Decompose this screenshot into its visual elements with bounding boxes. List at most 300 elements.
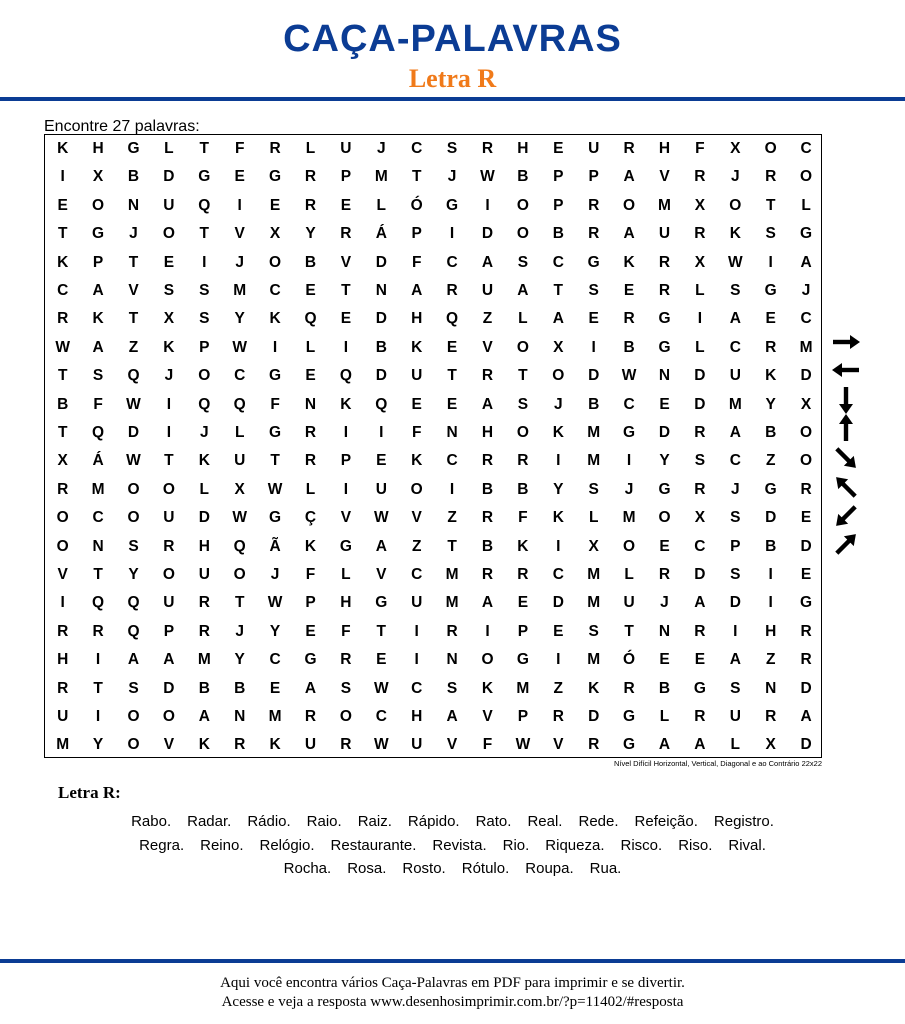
grid-cell: W	[373, 736, 389, 754]
grid-cell: G	[800, 594, 813, 612]
grid-cell: D	[375, 253, 387, 271]
word-item: Rede.	[578, 813, 619, 830]
difficulty-note: Nível Difícil Horizontal, Vertical, Diagonal e ao Contrário 22x22	[613, 759, 822, 768]
grid-cell: X	[269, 225, 281, 243]
grid-cell: O	[269, 253, 282, 271]
grid-cell: A	[304, 679, 317, 697]
grid-cell: G	[693, 679, 706, 697]
grid-cell: R	[304, 452, 317, 470]
grid-cell: V	[659, 168, 670, 186]
grid-cell: I	[768, 566, 773, 583]
grid-cell: L	[624, 566, 634, 583]
grid-cell: Y	[765, 395, 776, 413]
grid-cell: A	[481, 594, 494, 612]
grid-cell: A	[800, 708, 812, 725]
grid-cell: I	[60, 594, 65, 612]
grid-cell: G	[339, 537, 352, 555]
grid-cell: J	[270, 566, 280, 583]
grid-cell: R	[694, 225, 706, 243]
grid-cell: G	[269, 367, 282, 385]
grid-cell: E	[340, 196, 352, 214]
grid-cell: U	[729, 367, 741, 385]
grid-cell: L	[695, 282, 705, 299]
grid-cell: V	[482, 708, 493, 725]
grid-cell: N	[375, 282, 387, 299]
grid-cell: O	[56, 537, 69, 555]
grid-cell: R	[694, 168, 706, 186]
grid-cell: R	[800, 622, 812, 640]
grid-cell: Q	[446, 310, 459, 328]
grid-cell: X	[765, 736, 776, 754]
grid-cell: C	[552, 566, 564, 583]
grid-cell: E	[446, 395, 458, 413]
grid-cell: B	[375, 338, 387, 356]
grid-cell: K	[411, 452, 423, 470]
grid-cell: O	[658, 509, 671, 527]
grid-cell: O	[516, 225, 529, 243]
grid-cell: I	[449, 225, 455, 243]
grid-cell: B	[481, 480, 494, 498]
grid-cell: S	[694, 452, 706, 470]
grid-cell: Z	[128, 338, 139, 356]
grid-cell: E	[553, 622, 564, 640]
grid-cell: X	[694, 253, 706, 271]
word-item: Reino.	[200, 836, 244, 854]
grid-cell: C	[729, 452, 741, 470]
grid-cell: K	[198, 452, 210, 470]
grid-cell: S	[730, 282, 741, 299]
grid-cell: J	[553, 395, 563, 413]
grid-cell: D	[375, 310, 387, 328]
word-item: Riqueza.	[545, 836, 605, 854]
grid-cell: E	[446, 338, 458, 356]
grid-cell: P	[411, 225, 422, 243]
word-item: Riso.	[678, 836, 713, 854]
grid-cell: Y	[234, 651, 245, 669]
grid-cell: O	[162, 566, 175, 583]
grid-cell: U	[340, 140, 352, 157]
grid-cell: J	[801, 282, 811, 299]
grid-cell: Y	[269, 622, 281, 640]
grid-cell: O	[623, 196, 636, 214]
grid-cell: E	[376, 452, 387, 470]
grid-cell: Q	[92, 594, 105, 612]
grid-cell: T	[553, 282, 564, 299]
grid-cell: O	[729, 196, 742, 214]
grid-cell: I	[768, 253, 773, 271]
grid-cell: X	[694, 509, 706, 527]
grid-cell: W	[621, 367, 637, 385]
grid-cell: C	[800, 310, 812, 328]
word-list-line	[30, 857, 875, 881]
word-item: Registro.	[713, 813, 774, 830]
grid-cell: E	[765, 310, 776, 328]
grid-cell: E	[305, 622, 316, 640]
grid-cell: T	[518, 367, 528, 385]
grid-cell: L	[588, 509, 599, 527]
grid-cell: D	[375, 367, 387, 385]
grid-cell: W	[480, 168, 495, 186]
grid-cell: A	[658, 736, 671, 754]
word-item: Restaurante.	[330, 836, 417, 854]
grid-cell: S	[517, 253, 529, 271]
grid-cell: Y	[553, 480, 564, 498]
grid-cell: F	[305, 566, 316, 583]
grid-cell: N	[234, 708, 246, 725]
grid-cell: N	[658, 367, 671, 385]
grid-cell: K	[623, 253, 635, 271]
grid-cell: O	[481, 651, 494, 669]
grid-cell: P	[588, 168, 599, 186]
bottom-divider	[0, 959, 905, 963]
grid-cell: R	[694, 424, 706, 441]
grid-cell: E	[340, 310, 352, 328]
grid-cell: A	[623, 225, 635, 243]
grid-cell: R	[304, 168, 317, 186]
grid-cell: D	[163, 679, 175, 697]
grid-cell: U	[375, 480, 387, 498]
grid-cell: A	[163, 651, 175, 669]
grid-cell: M	[587, 452, 601, 470]
grid-cell: R	[340, 225, 352, 243]
grid-cell: S	[588, 282, 599, 299]
grid-cell: F	[411, 424, 422, 441]
grid-cell: N	[658, 622, 671, 640]
word-item: Rocha.	[283, 860, 332, 877]
grid-cell: P	[340, 452, 352, 470]
grid-cell: W	[267, 594, 283, 612]
grid-cell: J	[730, 480, 740, 498]
grid-cell: E	[305, 282, 316, 299]
grid-cell: W	[515, 736, 531, 754]
grid-cell: R	[198, 594, 210, 612]
grid-cell: Q	[339, 367, 352, 385]
grid-cell: U	[163, 594, 175, 612]
grid-cell: I	[485, 622, 490, 640]
word-item: Rápido.	[407, 813, 460, 830]
grid-cell: T	[57, 225, 68, 243]
grid-cell: U	[163, 509, 175, 527]
grid-cell: J	[660, 594, 669, 612]
grid-cell: Z	[553, 679, 564, 697]
grid-cell: A	[729, 424, 741, 441]
grid-cell: R	[57, 310, 69, 328]
word-item: Raio.	[306, 813, 342, 830]
grid-cell: G	[446, 196, 459, 214]
grid-cell: W	[55, 338, 71, 356]
grid-cell: K	[588, 679, 600, 697]
grid-cell: S	[730, 509, 741, 527]
grid-cell: W	[373, 509, 389, 527]
grid-cell: T	[624, 622, 634, 640]
grid-cell: R	[623, 679, 635, 697]
grid-cell: T	[376, 622, 387, 640]
grid-cell: Y	[128, 566, 139, 583]
grid-cell: T	[57, 424, 68, 441]
grid-cell: J	[730, 168, 740, 186]
arrow-right-icon	[833, 335, 860, 349]
grid-cell: S	[92, 367, 104, 385]
grid-cell: H	[411, 708, 423, 725]
grid-cell: U	[234, 452, 246, 470]
grid-cell: D	[800, 367, 812, 385]
grid-cell: O	[516, 424, 529, 441]
grid-cell: D	[163, 168, 175, 186]
grid-cell: U	[411, 594, 423, 612]
grid-cell: X	[92, 168, 104, 186]
grid-cell: R	[552, 708, 564, 725]
grid-cell: J	[624, 480, 634, 498]
grid-cell: E	[305, 367, 316, 385]
grid-cell: D	[127, 424, 140, 441]
grid-cell: U	[658, 225, 671, 243]
grid-cell: P	[199, 338, 210, 356]
grid-cell: C	[269, 282, 281, 299]
grid-cell: O	[233, 566, 246, 583]
grid-cell: T	[57, 367, 68, 385]
grid-cell: A	[694, 736, 706, 754]
grid-cell: C	[92, 509, 104, 527]
grid-cell: G	[623, 708, 636, 725]
grid-cell: J	[235, 622, 244, 640]
grid-cell: L	[518, 310, 528, 328]
grid-cell: B	[234, 679, 246, 697]
grid-cell: O	[198, 367, 211, 385]
top-divider	[0, 97, 905, 101]
grid-cell: E	[659, 537, 670, 555]
grid-cell: I	[449, 480, 455, 498]
grid-cell: X	[730, 140, 741, 157]
grid-cell: S	[340, 679, 352, 697]
grid-cell: E	[800, 566, 812, 583]
grid-cell: I	[343, 480, 349, 498]
grid-cell: A	[729, 651, 741, 669]
grid-cell: G	[269, 168, 282, 186]
grid-cell: M	[91, 480, 105, 498]
grid-cell: V	[128, 282, 139, 299]
grid-cell: R	[800, 480, 812, 498]
grid-cell: Q	[198, 395, 211, 413]
grid-cell: L	[730, 736, 741, 754]
grid-cell: I	[379, 424, 384, 441]
grid-cell: K	[765, 367, 777, 385]
grid-cell: Q	[233, 537, 246, 555]
grid-cell: K	[57, 140, 69, 157]
grid-cell: U	[198, 566, 210, 583]
grid-cell: W	[232, 338, 248, 356]
arrow-down-right-icon	[832, 444, 861, 473]
grid-cell: C	[234, 367, 246, 385]
grid-cell: X	[588, 537, 599, 555]
grid-cell: E	[269, 679, 281, 697]
grid-cell: D	[694, 566, 706, 583]
grid-cell: L	[305, 480, 316, 498]
grid-cell: R	[481, 452, 494, 470]
grid-cell: S	[128, 679, 139, 697]
grid-cell: L	[164, 140, 174, 157]
grid-cell: P	[340, 168, 352, 186]
grid-cell: W	[232, 509, 248, 527]
grid-cell: T	[411, 168, 422, 186]
grid-cell: P	[163, 622, 175, 640]
grid-cell: C	[411, 566, 423, 583]
grid-cell: M	[728, 395, 742, 413]
grid-cell: T	[128, 253, 139, 271]
grid-cell: R	[269, 140, 281, 157]
grid-cell: K	[552, 509, 564, 527]
grid-cell: G	[623, 424, 636, 441]
grid-cell: G	[658, 338, 671, 356]
grid-cell: Á	[92, 452, 104, 470]
grid-cell: V	[57, 566, 68, 583]
grid-cell: R	[304, 708, 317, 725]
grid-cell: R	[517, 452, 529, 470]
grid-cell: A	[375, 537, 387, 555]
direction-arrows	[828, 330, 864, 560]
grid-cell: W	[126, 395, 141, 413]
grid-cell: E	[623, 282, 635, 299]
grid-cell: S	[517, 395, 529, 413]
arrow-left-icon	[832, 363, 859, 377]
grid-cell: S	[163, 282, 175, 299]
grid-cell: O	[127, 708, 140, 725]
grid-cell: X	[800, 395, 812, 413]
grid-cell: I	[95, 651, 101, 669]
grid-cell: P	[517, 622, 529, 640]
word-item: Rádio.	[247, 813, 291, 830]
grid-cell: Ã	[269, 537, 281, 555]
grid-cell: G	[375, 594, 388, 612]
grid-cell: R	[765, 338, 777, 356]
grid-cell: X	[163, 310, 175, 328]
grid-cell: O	[127, 509, 140, 527]
grid-cell: F	[411, 253, 422, 271]
grid-cell: R	[234, 736, 246, 754]
grid-cell: A	[92, 338, 104, 356]
grid-cell: E	[659, 651, 670, 669]
grid-cell: K	[552, 424, 564, 441]
grid-cell: O	[516, 338, 529, 356]
grid-cell: I	[485, 196, 490, 214]
grid-cell: R	[694, 708, 706, 725]
grid-cell: M	[233, 282, 247, 299]
grid-cell: U	[304, 736, 317, 754]
grid-cell: R	[92, 622, 104, 640]
grid-cell: B	[658, 679, 671, 697]
grid-cell: Á	[375, 225, 387, 243]
grid-cell: R	[340, 736, 352, 754]
grid-cell: D	[481, 225, 494, 243]
grid-cell: R	[694, 480, 706, 498]
grid-cell: K	[729, 225, 741, 243]
grid-cell: U	[588, 140, 600, 157]
grid-cell: R	[517, 566, 529, 583]
word-item: Raiz.	[357, 813, 392, 830]
word-list	[30, 810, 875, 881]
grid-cell: N	[127, 196, 140, 214]
grid-cell: V	[234, 225, 245, 243]
grid-cell: C	[411, 679, 423, 697]
grid-cell: E	[376, 651, 387, 669]
grid-cell: C	[694, 537, 706, 555]
grid-cell: M	[799, 338, 813, 356]
grid-cell: Y	[305, 225, 316, 243]
grid-cell: O	[56, 509, 69, 527]
grid-cell: E	[163, 253, 175, 271]
grid-cell: F	[93, 395, 103, 413]
grid-cell: I	[556, 537, 561, 555]
grid-cell: S	[446, 140, 458, 157]
grid-cell: B	[623, 338, 635, 356]
grid-cell: G	[658, 310, 671, 328]
grid-cell: K	[198, 736, 210, 754]
grid-cell: C	[623, 395, 635, 413]
arrow-up-icon	[839, 414, 853, 441]
grid-cell: S	[446, 679, 458, 697]
grid-cell: T	[128, 310, 139, 328]
grid-cell: L	[376, 196, 387, 214]
grid-cell: C	[375, 708, 387, 725]
grid-cell: G	[127, 140, 140, 157]
grid-cell: R	[481, 140, 494, 157]
grid-cell: G	[764, 480, 777, 498]
grid-cell: C	[446, 452, 458, 470]
grid-cell: M	[56, 736, 70, 754]
grid-cell: A	[552, 310, 564, 328]
grid-cell: T	[341, 282, 351, 299]
word-item: Roupa.	[525, 860, 574, 877]
grid-cell: U	[729, 708, 741, 725]
grid-cell: K	[92, 310, 104, 328]
grid-cell: S	[199, 282, 210, 299]
word-item: Refeição.	[634, 813, 698, 830]
arrow-up-left-icon	[831, 472, 860, 501]
grid-cell: B	[198, 679, 210, 697]
page-subtitle: Letra R	[408, 64, 497, 93]
grid-cell: U	[411, 367, 423, 385]
instructions-text: Encontre 27 palavras:	[44, 118, 200, 135]
grid-cell: I	[414, 622, 419, 640]
grid-cell: W	[373, 679, 389, 697]
grid-cell: O	[92, 196, 105, 214]
grid-cell: R	[198, 622, 210, 640]
grid-cell: J	[199, 424, 209, 441]
grid-cell: I	[95, 708, 101, 725]
grid-cell: O	[800, 168, 813, 186]
word-item: Rua.	[589, 860, 622, 877]
grid-cell: L	[659, 708, 670, 725]
grid-cell: O	[339, 708, 352, 725]
grid-cell: E	[269, 196, 281, 214]
grid-cell: Q	[304, 310, 317, 328]
grid-cell: B	[304, 253, 317, 271]
grid-cell: N	[446, 424, 458, 441]
grid-cell: Y	[92, 736, 104, 754]
grid-cell: A	[198, 708, 210, 725]
word-item: Risco.	[620, 836, 663, 854]
grid-cell: K	[340, 395, 352, 413]
word-item: Rival.	[728, 836, 766, 854]
word-item: Regra.	[139, 836, 185, 854]
grid-cell: O	[800, 424, 813, 441]
grid-cell: A	[481, 395, 494, 413]
grid-cell: I	[202, 253, 207, 271]
grid-cell: G	[623, 736, 636, 754]
grid-cell: B	[517, 480, 529, 498]
grid-cell: V	[340, 253, 352, 271]
grid-cell: E	[234, 168, 245, 186]
grid-cell: N	[92, 537, 104, 555]
